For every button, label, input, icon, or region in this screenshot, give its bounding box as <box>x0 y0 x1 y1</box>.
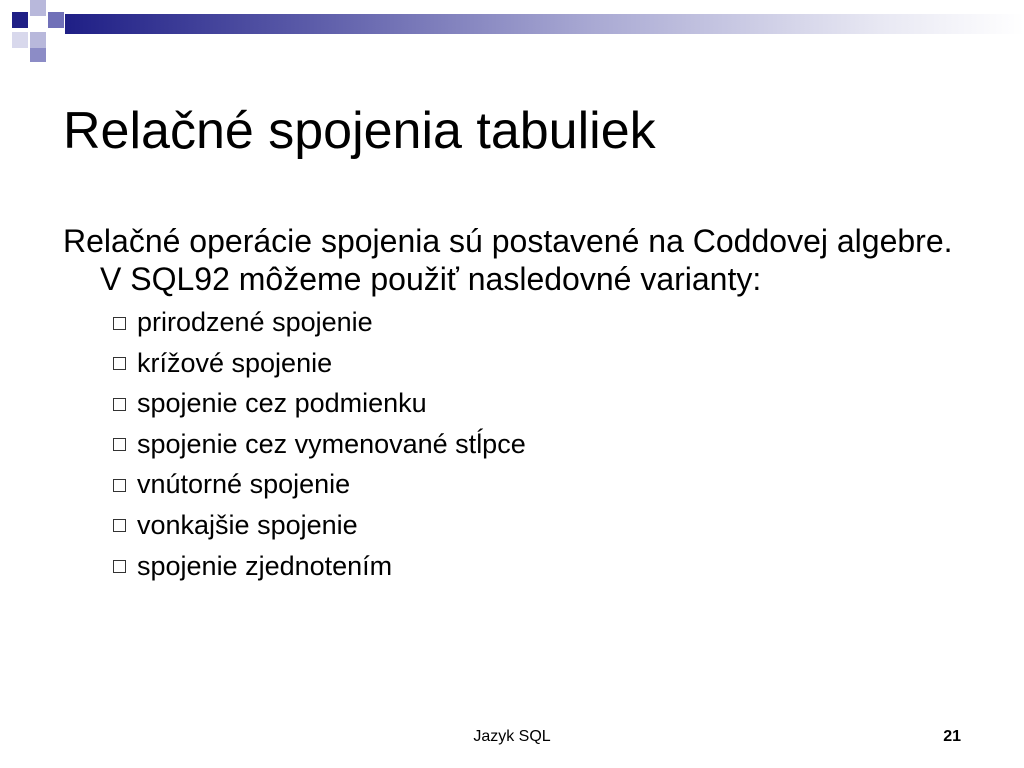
deco-square-pale <box>12 32 28 48</box>
intro-paragraph: Relačné operácie spojenia sú postavené na Coddovej algebre. V SQL92 môžeme použiť nasledovné varianty: <box>63 223 953 297</box>
deco-square-mid <box>30 48 46 62</box>
hollow-square-bullet-icon <box>113 438 126 451</box>
hollow-square-bullet-icon <box>113 317 126 330</box>
list-item-text: spojenie zjednotením <box>137 550 393 581</box>
slide-body <box>63 222 963 590</box>
list-item-text: krížové spojenie <box>137 347 333 378</box>
hollow-square-bullet-icon <box>113 357 126 370</box>
list-item <box>113 428 963 460</box>
header-gradient-bar <box>65 14 1024 34</box>
list-item-text: spojenie cez vymenované stĺpce <box>137 428 526 459</box>
list-item <box>113 306 963 338</box>
slide-title: Relačné spojenia tabuliek <box>63 102 656 160</box>
deco-square-dark <box>12 12 28 28</box>
list-item-text: prirodzené spojenie <box>137 307 373 337</box>
hollow-square-bullet-icon <box>113 519 126 532</box>
deco-square-light <box>30 0 46 16</box>
hollow-square-bullet-icon <box>113 479 126 492</box>
list-item <box>113 509 963 541</box>
list-item-text: vnútorné spojenie <box>137 469 351 500</box>
list-item-text: vonkajšie spojenie <box>137 509 358 540</box>
variant-list <box>113 306 963 582</box>
list-item <box>113 387 963 419</box>
deco-square-mid <box>48 12 64 28</box>
list-item <box>113 347 963 379</box>
list-item <box>113 550 963 582</box>
footer-label: Jazyk SQL <box>473 728 551 745</box>
hollow-square-bullet-icon <box>113 560 126 573</box>
deco-square-light <box>30 32 46 48</box>
hollow-square-bullet-icon <box>113 398 126 411</box>
list-item <box>113 468 963 500</box>
page-number: 21 <box>943 728 961 745</box>
list-item-text: spojenie cez podmienku <box>137 388 427 419</box>
